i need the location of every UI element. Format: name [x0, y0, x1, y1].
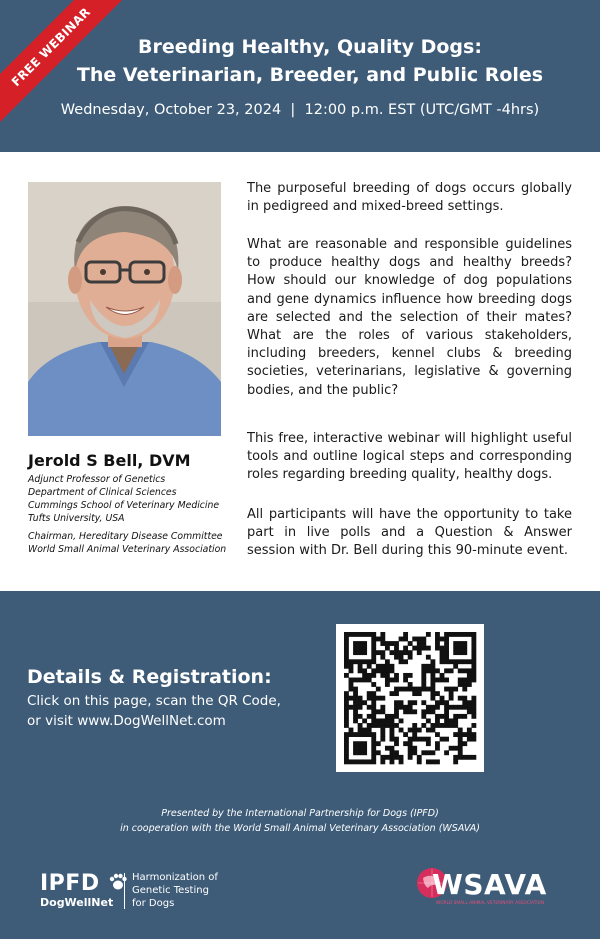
- header-banner: [0, 0, 600, 152]
- free-webinar-ribbon: FREE WEBINAR: [0, 0, 130, 126]
- details-heading: Details & Registration:: [27, 666, 272, 688]
- speaker-name: Jerold S Bell, DVM: [28, 451, 191, 470]
- registration-section[interactable]: [0, 591, 600, 939]
- presented-by-line: Presented by the International Partnership for Dogs (IPFD): [161, 808, 439, 819]
- affiliation-line: Tufts University, USA: [28, 513, 125, 524]
- ipfd-tagline: for Dogs: [132, 898, 175, 909]
- speaker-portrait-icon: [28, 182, 221, 436]
- ipfd-tagline: Harmonization of: [132, 872, 218, 883]
- description-paragraph: The purposeful breeding of dogs occurs globally in pedigreed and mixed-breed settings.: [247, 181, 572, 215]
- qr-code[interactable]: [336, 624, 484, 772]
- affiliation-line: World Small Animal Veterinary Association: [28, 544, 227, 555]
- registration-instructions: Click on this page, scan the QR Code,: [27, 693, 281, 709]
- logo-divider: [124, 873, 125, 909]
- dogwellnet-wordmark: DogWellNet: [40, 896, 114, 909]
- date-line: Wednesday, October 23, 2024 | 12:00 p.m. EST (UTC/GMT -4hrs): [60, 102, 540, 118]
- presented-by-line: in cooperation with the World Small Animal Veterinary Association (WSAVA): [120, 823, 480, 834]
- registration-website-link[interactable]: or visit www.DogWellNet.com: [27, 713, 226, 729]
- affiliation-line: Adjunct Professor of Genetics: [28, 474, 166, 485]
- ipfd-logo[interactable]: [40, 871, 128, 896]
- ipfd-abbr: IPFD: [40, 871, 100, 896]
- qr-code-icon: [336, 624, 484, 772]
- affiliation-line: Department of Clinical Sciences: [28, 487, 177, 498]
- title-line-1: Breeding Healthy, Quality Dogs:: [138, 36, 482, 58]
- affiliation-line: Cummings School of Veterinary Medicine: [28, 500, 220, 511]
- description-paragraph: This free, interactive webinar will highlight useful tools and outline logical steps and corresponding roles regarding breeding quality, healthy dogs.: [247, 431, 572, 483]
- speaker-photo: [28, 182, 221, 436]
- description-paragraph: All participants will have the opportunity to take part in live polls and a Question & Answer session with Dr. Bell during this 90-minute event.: [247, 507, 572, 559]
- ipfd-tagline: Genetic Testing: [132, 885, 209, 896]
- wsava-logo[interactable]: WSAVA: [432, 868, 547, 901]
- wsava-subtitle: WORLD SMALL ANIMAL VETERINARY ASSOCIATION: [436, 901, 545, 906]
- affiliation-line: Chairman, Hereditary Disease Committee: [28, 531, 223, 542]
- title-line-2: The Veterinarian, Breeder, and Public Roles: [76, 64, 544, 86]
- description-paragraph: What are reasonable and responsible guidelines to produce healthy dogs and healthy breeds? How should our knowledge of dog populations and gene dynamics influence how breeding dogs are selected and the selection of their mates? What are the roles of various stakeholders, including breeders, kennel clubs & breeding societies, veterinarians, legislative & governing bodies, and the public?: [247, 237, 572, 398]
